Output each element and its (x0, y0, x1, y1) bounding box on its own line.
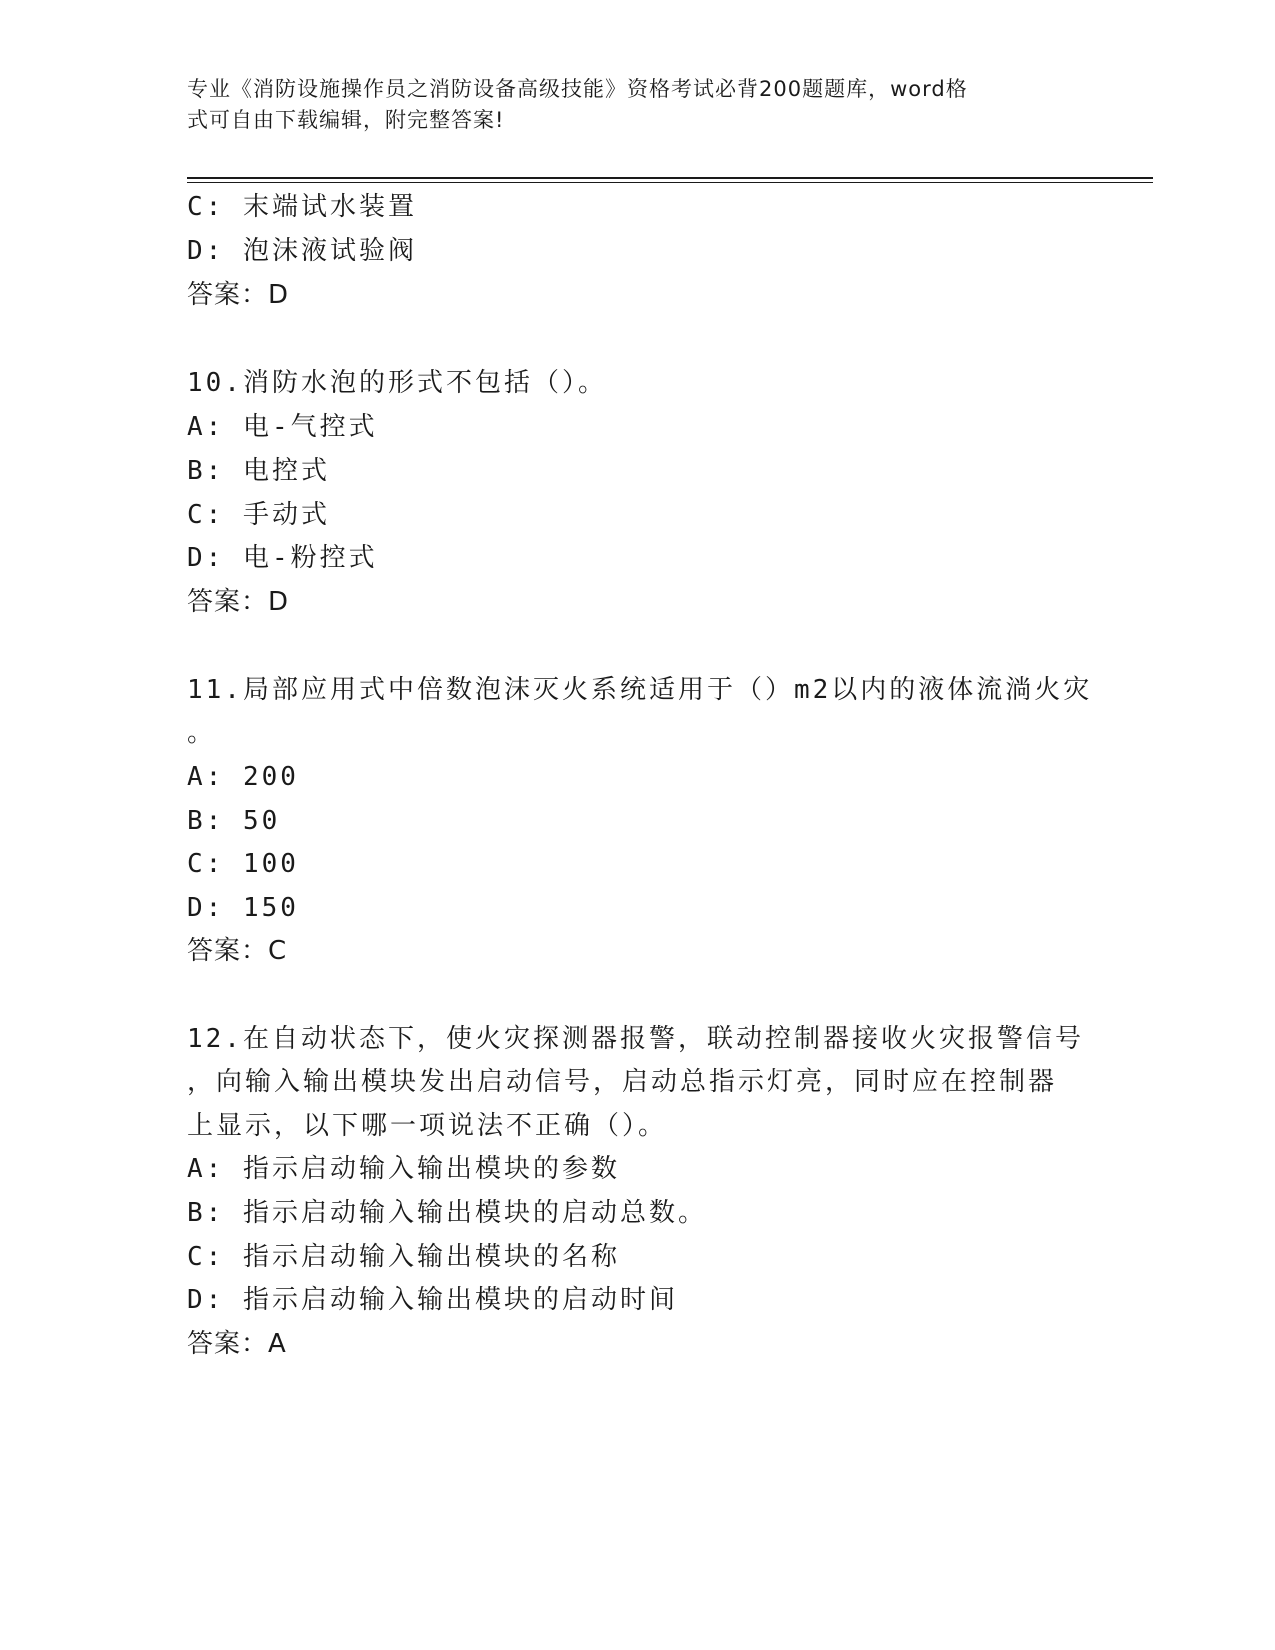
q10-stem: 10.消防水泡的形式不包括（）。 (187, 368, 607, 398)
q11-option-b: B: 50 (187, 806, 281, 836)
q12-answer: 答案：A (187, 1329, 287, 1359)
q11-option-d: D: 150 (187, 893, 299, 923)
q12-option-d: D: 指示启动输入输出模块的启动时间 (187, 1285, 678, 1315)
q12-option-a: A: 指示启动输入输出模块的参数 (187, 1154, 620, 1184)
q10-answer: 答案：D (187, 587, 290, 617)
q11-option-a: A: 200 (187, 762, 299, 792)
prev-option-d: D: 泡沫液试验阀 (187, 236, 417, 266)
prev-answer: 答案：D (187, 280, 290, 310)
q12-stem-line-3: 上显示，以下哪一项说法不正确（）。 (187, 1111, 668, 1141)
q10-option-a: A: 电-气控式 (187, 412, 378, 442)
document-header (187, 74, 1077, 136)
q11-option-c: C: 100 (187, 849, 299, 879)
q10-option-b: B: 电控式 (187, 456, 330, 486)
q12-option-b: B: 指示启动输入输出模块的启动总数。 (187, 1198, 707, 1228)
q11-stem-line-1: 11.局部应用式中倍数泡沫灭火系统适用于（）m2以内的液体流淌火灾 (187, 675, 1093, 705)
prev-option-c: C: 末端试水装置 (187, 192, 417, 222)
q12-stem-line-2: ，向输入输出模块发出启动信号，启动总指示灯亮，同时应在控制器 (187, 1067, 1058, 1097)
q12-option-c: C: 指示启动输入输出模块的名称 (187, 1242, 620, 1272)
header-divider-thin (187, 182, 1153, 183)
header-line-1: 专业《消防设施操作员之消防设备高级技能》资格考试必背200题题库，word格 (187, 77, 968, 101)
q11-stem-line-2: 。 (187, 718, 217, 748)
header-line-2: 式可自由下载编辑，附完整答案! (187, 108, 505, 132)
header-divider-thick (187, 177, 1153, 179)
q11-answer: 答案：C (187, 936, 288, 966)
q12-stem-line-1: 12.在自动状态下，使火灾探测器报警，联动控制器接收火灾报警信号 (187, 1024, 1084, 1054)
q10-option-c: C: 手动式 (187, 500, 330, 530)
q10-option-d: D: 电-粉控式 (187, 543, 378, 573)
